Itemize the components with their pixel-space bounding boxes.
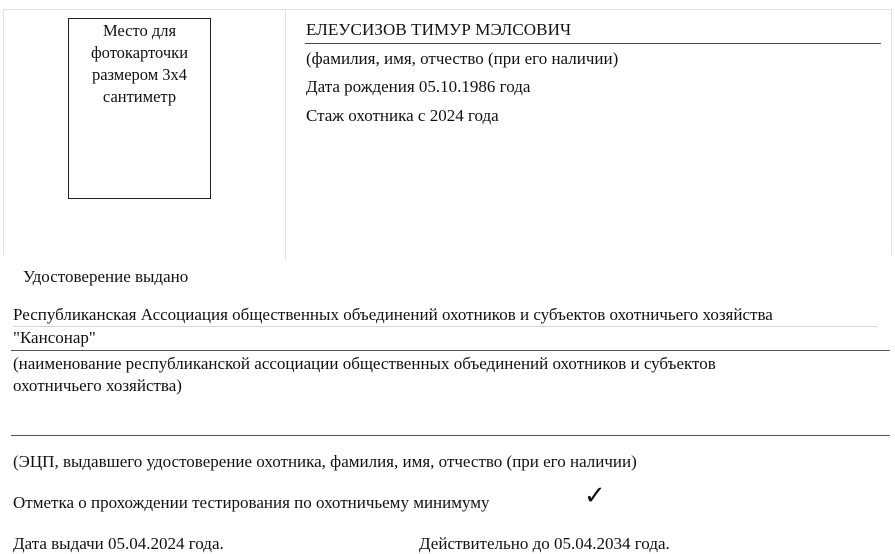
issue-date: Дата выдачи 05.04.2024 года. bbox=[13, 534, 224, 553]
signature-caption: (ЭЦП, выдавшего удостоверение охотника, фамилия, имя, отчество (при его наличии) bbox=[13, 452, 637, 471]
issuer-name-line1: Республиканская Ассоциация общественных объединений охотников и субъектов охотничьего хозяйства bbox=[13, 305, 773, 324]
name-caption: (фамилия, имя, отчество (при его наличии) bbox=[306, 49, 619, 68]
photo-placeholder-line: фотокарточки bbox=[90, 43, 189, 62]
check-icon: ✓ bbox=[584, 481, 606, 511]
signature-line bbox=[11, 435, 890, 436]
valid-until-date: Действительно до 05.04.2034 года. bbox=[419, 534, 670, 553]
holder-full-name: ЕЛЕУСИЗОВ ТИМУР МЭЛСОВИЧ bbox=[306, 20, 572, 39]
hunting-experience: Стаж охотника с 2024 года bbox=[306, 106, 499, 125]
photo-placeholder bbox=[68, 18, 211, 199]
issuer-name-underline bbox=[11, 350, 890, 351]
name-underline bbox=[305, 43, 881, 44]
issuer-name-line2: "Кансонар" bbox=[13, 328, 96, 347]
birth-date: Дата рождения 05.10.1986 года bbox=[306, 77, 531, 96]
issued-by-heading: Удостоверение выдано bbox=[23, 267, 189, 286]
issuer-caption-line1: (наименование республиканской ассоциации общественных объединений охотников и субъектов bbox=[13, 354, 716, 373]
testing-label: Отметка о прохождении тестирования по охотничьему минимуму bbox=[13, 493, 490, 512]
photo-placeholder-line: сантиметр bbox=[102, 87, 177, 106]
issuer-caption-line2: охотничьего хозяйства) bbox=[13, 376, 182, 395]
photo-placeholder-line: Место для bbox=[102, 21, 177, 40]
issuer-line-underline bbox=[13, 326, 877, 327]
photo-placeholder-line: размером 3х4 bbox=[91, 65, 188, 84]
column-divider bbox=[285, 9, 286, 261]
